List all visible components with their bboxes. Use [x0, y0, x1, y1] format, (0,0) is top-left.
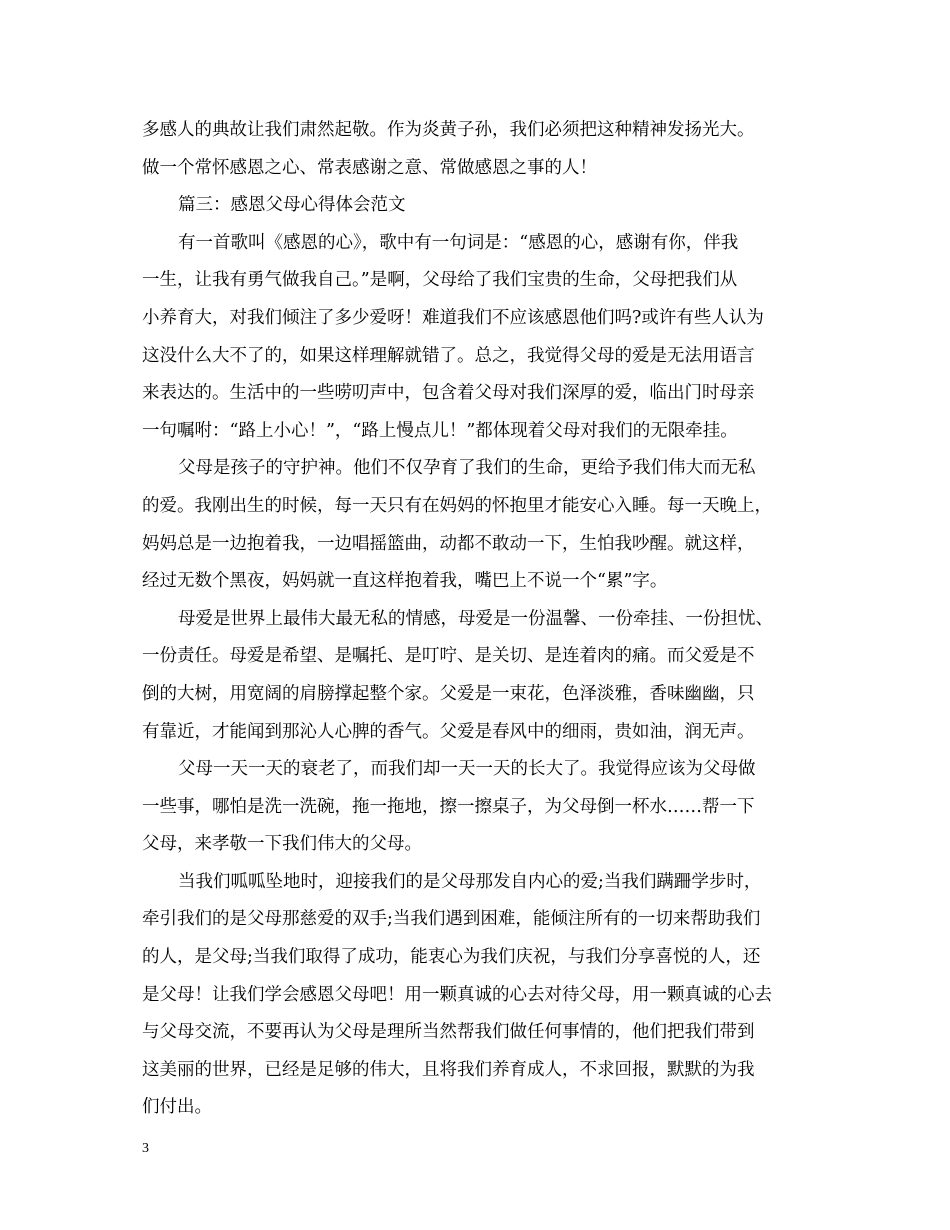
text-line: 经过无数个黑夜，妈妈就一直这样抱着我，嘴巴上不说一个“累”字。 — [142, 571, 668, 592]
document-body — [142, 112, 832, 1127]
paragraph-start-line: 母爱是世界上最伟大最无私的情感，母爱是一份温馨、一份牵挂、一份担忧、 — [178, 608, 773, 629]
paragraph-start-line: 有一首歌叫《感恩的心》，歌中有一句词是：“感恩的心，感谢有你，伴我 — [178, 232, 739, 253]
text-line: 一生，让我有勇气做我自己。”是啊，父母给了我们宝贵的生命，父母把我们从 — [142, 270, 738, 291]
text-line: 这美丽的世界，已经是足够的伟大，且将我们养育成人，不求回报，默默的为我 — [142, 1059, 755, 1080]
text-line: 是父母！让我们学会感恩父母吧！用一颗真诚的心去对待父母，用一颗真诚的心去 — [142, 984, 772, 1005]
text-line: 一句嘱咐：“路上小心！”，“路上慢点儿！”都体现着父母对我们的无限牵挂。 — [142, 420, 738, 441]
text-line: 牵引我们的是父母那慈爱的双手;当我们遇到困难，能倾注所有的一切来帮助我们 — [142, 909, 761, 930]
text-line: 妈妈总是一边抱着我，一边唱摇篮曲，动都不敢动一下，生怕我吵醒。就这样， — [142, 533, 755, 554]
text-line: 小养育大，对我们倾注了多少爱呀！难道我们不应该感恩他们吗?或许有些人认为 — [142, 307, 764, 328]
page-number: 3 — [142, 1141, 149, 1156]
text-line: 一份责任。母爱是希望、是嘱托、是叮咛、是关切、是连着肉的痛。而父爱是不 — [142, 646, 755, 667]
text-line: 一些事，哪怕是洗一洗碗，拖一拖地，擦一擦桌子，为父母倒一杯水……帮一下 — [142, 796, 755, 817]
text-line: 与父母交流，不要再认为父母是理所当然帮我们做任何事情的，他们把我们带到 — [142, 1022, 755, 1043]
section-heading: 篇三：感恩父母心得体会范文 — [178, 195, 406, 216]
text-line: 父母，来孝敬一下我们伟大的父母。 — [142, 834, 422, 855]
paragraph-start-line: 父母一天一天的衰老了，而我们却一天一天的长大了。我觉得应该为父母做 — [178, 759, 756, 780]
text-line: 多感人的典故让我们肃然起敬。作为炎黄子孙，我们必须把这种精神发扬光大。 — [142, 120, 755, 140]
text-line: 做一个常怀感恩之心、常表感谢之意、常做感恩之事的人！ — [142, 157, 597, 178]
text-line: 们付出。 — [142, 1097, 212, 1118]
text-line: 的人，是父母;当我们取得了成功，能衷心为我们庆祝，与我们分享喜悦的人，还 — [142, 947, 761, 968]
text-line: 的爱。我刚出生的时候，每一天只有在妈妈的怀抱里才能安心入睡。每一天晚上， — [142, 495, 772, 516]
paragraph-start-line: 父母是孩子的守护神。他们不仅孕育了我们的生命，更给予我们伟大而无私 — [178, 458, 756, 479]
text-line: 倒的大树，用宽阔的肩膀撑起整个家。父爱是一束花，色泽淡雅，香味幽幽，只 — [142, 683, 755, 704]
text-line: 来表达的。生活中的一些唠叨声中，包含着父母对我们深厚的爱，临出门时母亲 — [142, 383, 755, 404]
text-line: 有靠近，才能闻到那沁人心脾的香气。父爱是春风中的细雨，贵如油，润无声。 — [142, 721, 755, 742]
text-line: 这没什么大不了的，如果这样理解就错了。总之，我觉得父母的爱是无法用语言 — [142, 345, 755, 366]
paragraph-start-line: 当我们呱呱坠地时，迎接我们的是父母那发自内心的爱;当我们蹒跚学步时， — [178, 871, 762, 892]
